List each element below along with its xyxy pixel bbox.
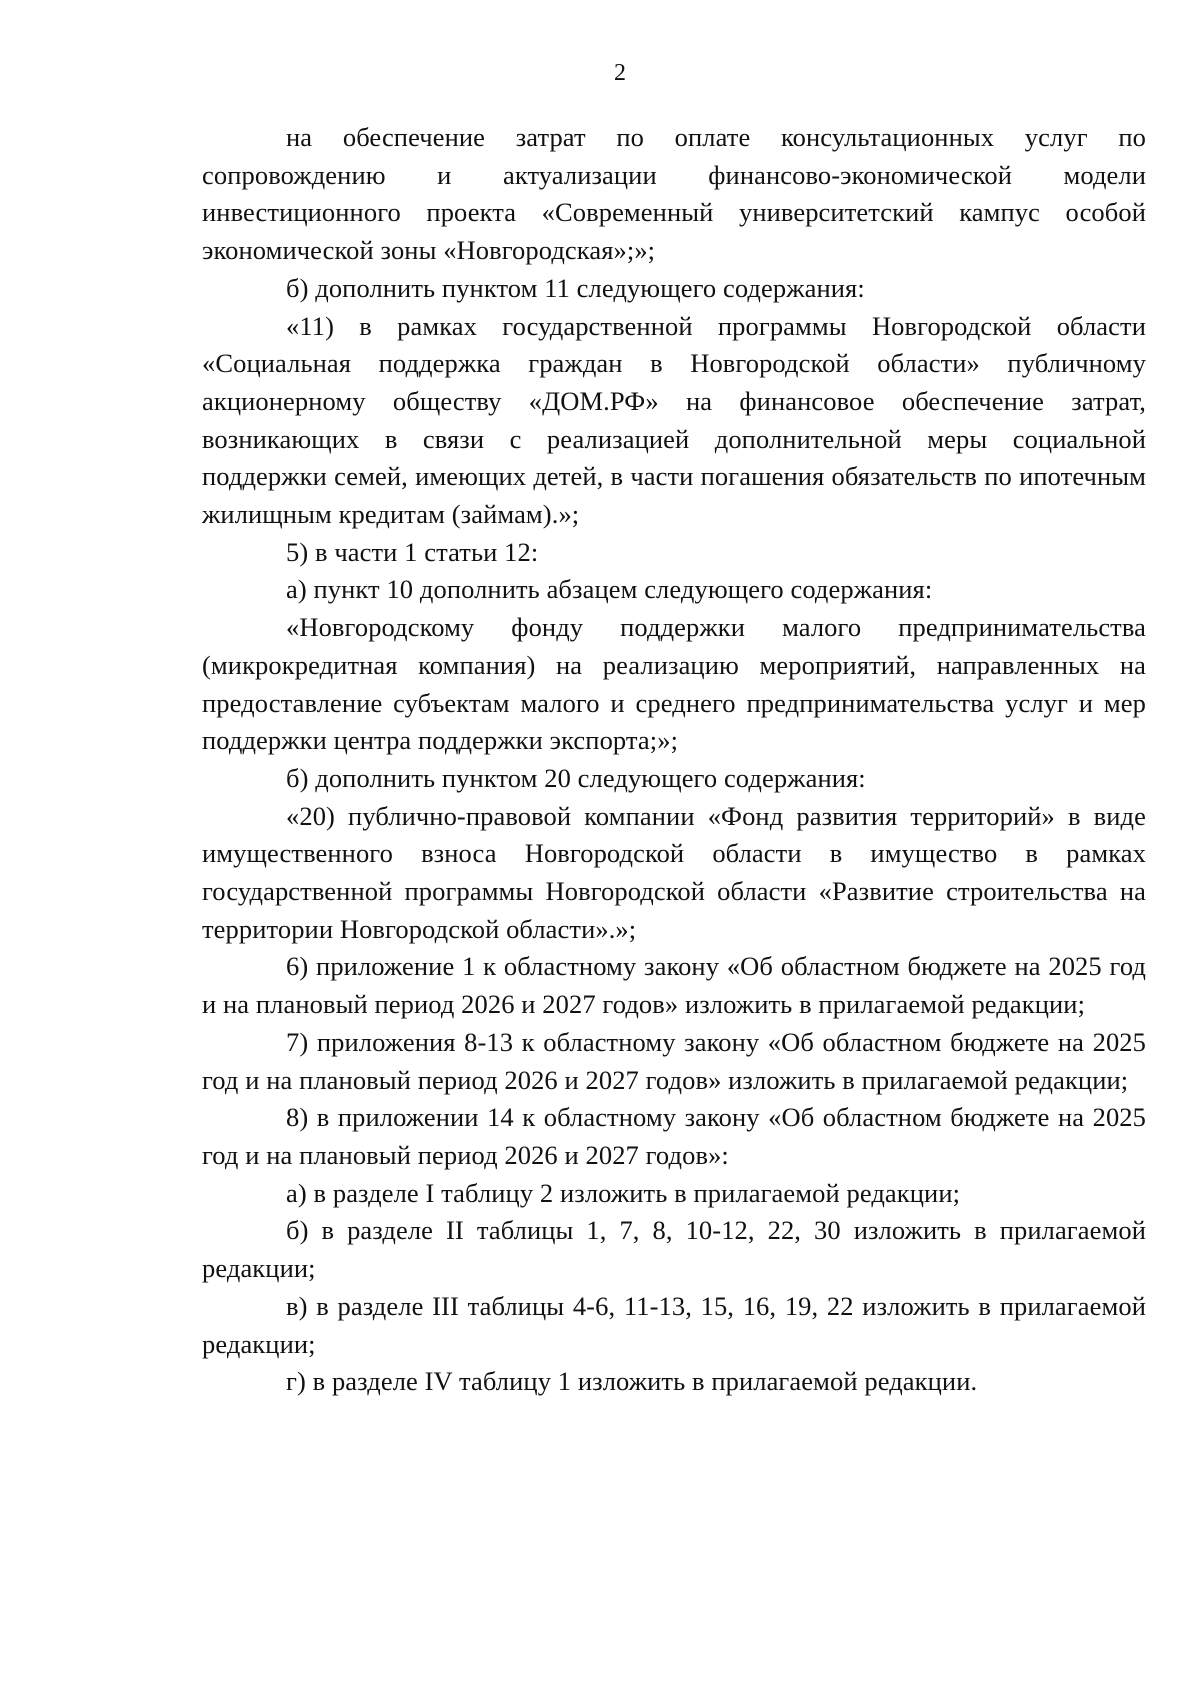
paragraph: на обеспечение затрат по оплате консультационных услуг по сопровождению и актуализации финансово-экономической модели инвестиционного проекта «Современный университетский кампус особой экономической зоны «Новгородская»;»;: [202, 122, 1146, 266]
paragraph: 5) в части 1 статьи 12:: [286, 536, 539, 567]
document-body: [202, 119, 1146, 1401]
paragraph: б) дополнить пунктом 20 следующего содержания:: [286, 762, 866, 793]
paragraph: «Новгородскому фонду поддержки малого предпринимательства (микрокредитная компания) на реализацию мероприятий, направленных на предоставление субъектам малого и среднего предпринимательства услуг и мер поддержки центра поддержки экспорта;»;: [202, 612, 1146, 756]
paragraph: б) в разделе II таблицы 1, 7, 8, 10-12, 22, 30 изложить в прилагаемой редакции;: [202, 1215, 1146, 1284]
paragraph: 6) приложение 1 к областному закону «Об областном бюджете на 2025 год и на плановый период 2026 и 2027 годов» изложить в прилагаемой редакции;: [202, 951, 1146, 1020]
paragraph: б) дополнить пунктом 11 следующего содержания:: [286, 272, 865, 303]
paragraph: «20) публично-правовой компании «Фонд развития территорий» в виде имущественного взноса Новгородской области в имущество в рамках государственной программы Новгородской области «Развитие строительства на территории Новгородской области».»;: [202, 800, 1146, 944]
paragraph: в) в разделе III таблицы 4-6, 11-13, 15, 16, 19, 22 изложить в прилагаемой редакции;: [202, 1290, 1146, 1359]
paragraph: а) в разделе I таблицу 2 изложить в прилагаемой редакции;: [286, 1177, 961, 1208]
paragraph: а) пункт 10 дополнить абзацем следующего содержания:: [286, 574, 933, 605]
paragraph: г) в разделе IV таблицу 1 изложить в прилагаемой редакции.: [286, 1366, 978, 1397]
paragraph: 7) приложения 8-13 к областному закону «Об областном бюджете на 2025 год и на плановый период 2026 и 2027 годов» изложить в прилагаемой редакции;: [202, 1026, 1146, 1095]
page-number: 2: [614, 60, 626, 86]
paragraph: 8) в приложении 14 к областному закону «Об областном бюджете на 2025 год и на плановый период 2026 и 2027 годов»:: [202, 1102, 1146, 1170]
paragraph: «11) в рамках государственной программы Новгородской области «Социальная поддержка граждан в Новгородской области» публичному акционерному обществу «ДОМ.РФ» на финансовое обеспечение затрат, возникающих в связи с реализацией дополнительной меры социальной поддержки семей, имеющих детей, в части погашения обязательств по ипотечным жилищным кредитам (займам).»;: [202, 310, 1146, 530]
